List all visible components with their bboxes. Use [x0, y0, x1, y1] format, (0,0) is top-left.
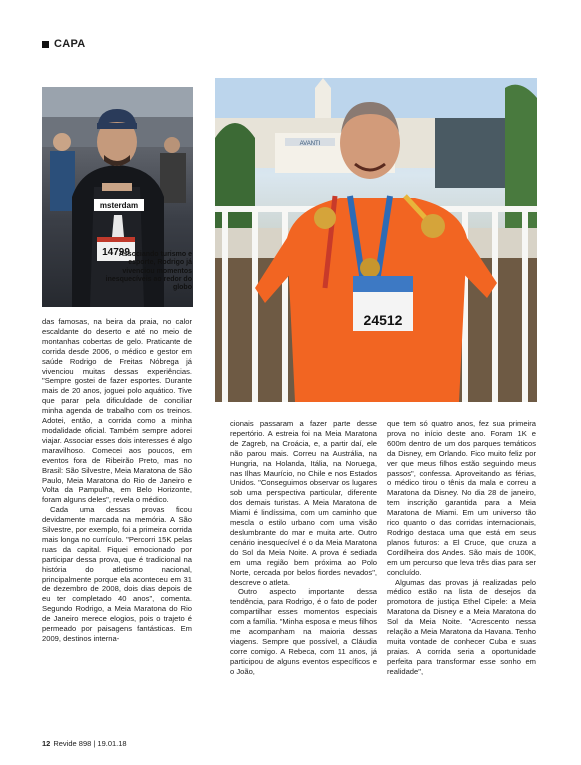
section-marker: [42, 41, 49, 48]
page-number: 12: [42, 739, 51, 748]
article-column-3: [387, 419, 536, 677]
sign-text: AVANTI: [299, 141, 321, 147]
bib-number-1: 14799: [102, 247, 130, 258]
paragraph: que tem só quatro anos, fez sua primeira prova no início deste ano. Foram 1K e 600m dentro de um dos parques temáticos da Disney, em Orlando. Fico muito feliz por ver que meus filhos estão seguindo meus passos", confessa. Aproveitando as férias, o médico tirou o tênis da mala e correu a Maratona da Disney. No dia 28 de janeiro, tem inscrição garantida para a Meia Maratona de Miami. Em um universo tão rico quanto o das corridas internacionais, Rodrigo destaca uma que está em seus planos futuros: a El Cruce, que cruza a Cordilheira dos Andes. São mais de 100K, em um percurso que levа três dias para ser concluído.: [387, 419, 536, 577]
page-footer: [42, 739, 127, 748]
shirt-text: msterdam: [99, 201, 139, 210]
section-header: [42, 38, 86, 50]
article-column-1: [42, 317, 192, 644]
paragraph: Cada uma dessas provas ficou devidamente marcada na memória. A São Silvestre, por exemplo, foi a primeira corrida mais longa no currículo. "Percorri 15K pelas ruas da capital. Fiquei emocionado por participar dessa prova, que é tradicional na história do atletismo nacional, principalmente porque ela aconteceu em 31 de dezembro de 2008, dois dias depois de eu ter completado 40 anos", comenta. Segundo Rodrigo, a Meia Maratona do Rio de Janeiro merece elogios, pois o trajeto é permeado por paisagens fantásticas. Em 2009, destinos interna-: [42, 505, 192, 643]
paragraph: Outro aspecto importante dessa tendência, para Rodrigo, é o fato de poder compartilhar esses momentos especiais com a família. "Minha esposa e meus filhos me acompanham na maioria dessas viagens. Sempre que possível, a Cláudia corre comigo. A Rebeca, com 11 anos, já participou de alguns eventos específicos e o João,: [230, 587, 377, 676]
bib-number-2: 24512: [363, 312, 403, 328]
paragraph: das famosas, na beira da praia, no calor escaldante do deserto e até no meio de montanhas cobertas de gelo. Praticante de corrida desde 2006, o médico e gestor em saúde Rodrigo de Freitas Nóbrega já vivenciou muitas dessas experiências. "Sempre gostei de fazer esportes. Durante mais de 20 anos, joguei polo aquático. Tive que parar pela dificuldade de conciliar minha agenda de trabalho com os treinos. Adotei, então, a corrida como a minha modalidade oficial. Também sempre adorei viajar. Associar esses dois interesses é algo maravilhoso. Comecei aos poucos, em eventos fora de Ribeirão Preto, mas no Brasil: São Silvestre, Meia Maratona de São Paulo, Meia Maratona do Rio de Janeiro e Volta da Pampulha, em Belo Horizonte, foram alguns deles", revela o médico.: [42, 317, 192, 505]
photo-runner-medals-art: [215, 78, 537, 402]
photo-caption: Associando turismo e esporte, Rodrigo já vivenciou momentos inesquecíveis ao redor do globo: [105, 251, 192, 292]
issue-info: Revide 898 | 19.01.18: [53, 739, 127, 748]
article-column-2: [230, 419, 377, 677]
photo-runner-medals: [215, 78, 537, 402]
paragraph: cionais passaram a fazer parte desse repertório. A estreia foi na Meia Maratona de Zagreb, na Croácia, e, a partir daí, ele não parou mais. Correu na Austrália, na Hungria, na Holanda, Itália, na Noruega, nas Ilhas Maurício, no Chile e nos Estados Unidos. "Conseguimos observar os lugares sob uma perspectiva particular, diferente dos demais turistas. A Meia Maratona de Miami é lindíssima, com um caminho que mescla o estilo urbano com uma visão deslumbrante do mar e muita arte. Outro cenário inesquecível é o da Meia Maratona do Sol da Meia Noite. A prova é sediada em uma região bem próxima ao Polo Norte, cercada por belos fiordes nevados", descreve o atleta.: [230, 419, 377, 587]
section-label: CAPA: [54, 38, 86, 50]
paragraph: Algumas das provas já realizadas pelo médico estão na lista de desejos da promotora de justiça Ethel Cipele: a Meia Maratona da Disney e a Meia Maratona do Sol da Meia Noite. "Acrescento nessa relação a Meia Maratona da Havana. Tenho muita vontade de conhecer Cuba e suas praias. A corrida seria a oportunidade perfeita para transformar esse sonho em realidade",: [387, 577, 536, 676]
